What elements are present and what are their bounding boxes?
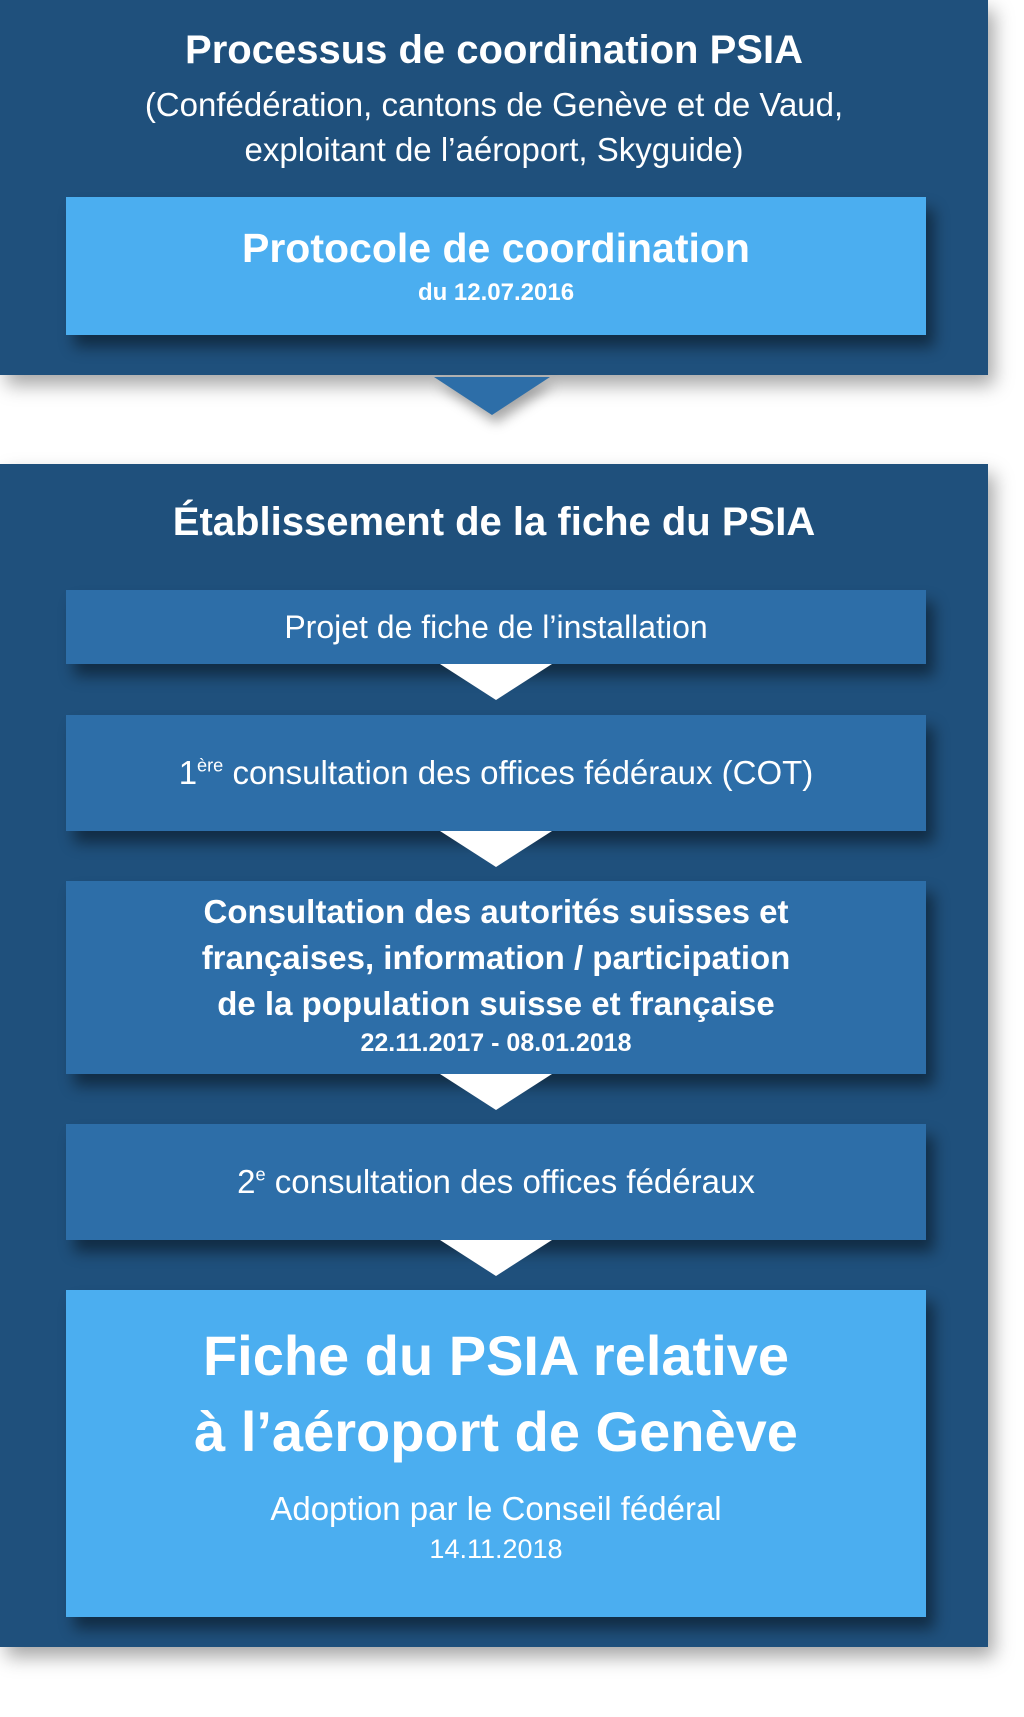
step-first-consultation-sup: ère bbox=[197, 755, 224, 776]
step-public-consultation-line1: Consultation des autorités suisses et bbox=[203, 893, 789, 930]
step-public-consultation-line3: de la population suisse et française bbox=[217, 985, 775, 1022]
step-second-consultation-number: 2 bbox=[237, 1163, 256, 1200]
step-public-consultation-text bbox=[66, 889, 926, 1027]
step-first-consultation bbox=[66, 715, 926, 831]
step-arrow-icon bbox=[440, 831, 552, 867]
establishment-panel bbox=[0, 464, 988, 1647]
step-public-consultation-date: 22.11.2017 - 08.01.2018 bbox=[360, 1029, 632, 1057]
step-draft-fiche: Projet de fiche de l’installation bbox=[66, 590, 926, 664]
final-fiche-adoption: Adoption par le Conseil fédéral bbox=[270, 1490, 722, 1527]
step-first-consultation-text: consultation des offices fédéraux (COT) bbox=[223, 754, 814, 791]
final-fiche-title bbox=[66, 1318, 926, 1470]
protocol-date: du 12.07.2016 bbox=[417, 279, 575, 306]
protocol-title: Protocole de coordination bbox=[242, 225, 750, 271]
protocol-box bbox=[66, 197, 926, 335]
final-fiche-title-line2: à l’aéroport de Genève bbox=[194, 1400, 798, 1463]
coordination-subtitle-line2: exploitant de l’aéroport, Skyguide) bbox=[244, 131, 744, 168]
step-arrow-icon bbox=[440, 1074, 552, 1110]
coordination-subtitle bbox=[0, 82, 988, 172]
step-arrow-icon bbox=[440, 1240, 552, 1276]
step-second-consultation-sup: e bbox=[255, 1164, 266, 1185]
down-arrow-icon bbox=[434, 377, 550, 415]
step-public-consultation bbox=[66, 881, 926, 1074]
coordination-subtitle-line1: (Confédération, cantons de Genève et de Vaud, bbox=[144, 86, 844, 123]
step-second-consultation bbox=[66, 1124, 926, 1240]
coordination-title: Processus de coordination PSIA bbox=[185, 28, 803, 72]
step-first-consultation-number: 1 bbox=[178, 754, 198, 791]
establishment-title: Établissement de la fiche du PSIA bbox=[172, 500, 816, 544]
final-fiche-date: 14.11.2018 bbox=[429, 1534, 563, 1564]
final-fiche-box bbox=[66, 1290, 926, 1617]
step-second-consultation-text: consultation des offices fédéraux bbox=[265, 1163, 755, 1200]
step-arrow-icon bbox=[440, 664, 552, 700]
coordination-panel bbox=[0, 0, 988, 375]
final-fiche-title-line1: Fiche du PSIA relative bbox=[202, 1324, 790, 1387]
step-public-consultation-line2: françaises, information / participation bbox=[201, 939, 791, 976]
